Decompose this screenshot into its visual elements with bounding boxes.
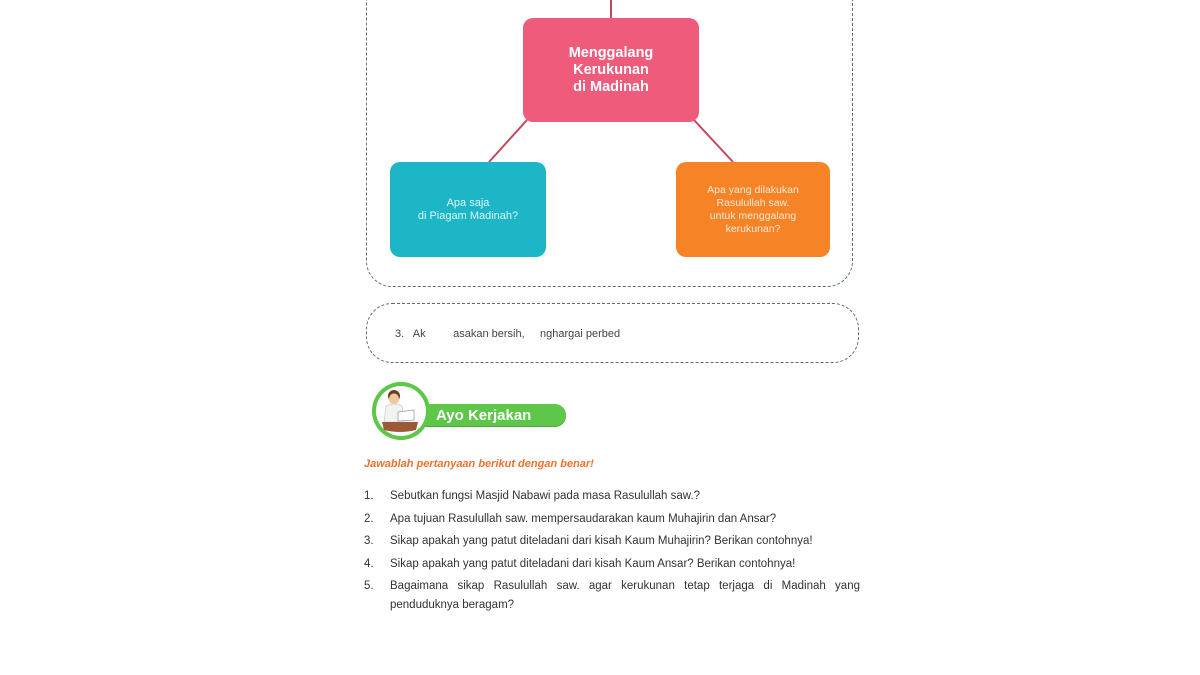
question-list	[364, 487, 860, 618]
question-text: Apa tujuan Rasulullah saw. mempersaudarakan kaum Muhajirin dan Ansar?	[390, 512, 777, 525]
question-item	[364, 487, 860, 506]
question-item	[364, 577, 860, 614]
note-number: 3.	[395, 328, 405, 340]
question-item	[364, 555, 860, 574]
note-text-a: Ak	[412, 328, 426, 340]
mindmap-left-node: Apa saja di Piagam Madinah?	[390, 162, 546, 257]
mindmap-center-node: Menggalang Kerukunan di Madinah	[523, 18, 699, 122]
question-text: Sikap apakah yang patut diteladani dari kisah Kaum Muhajirin? Berikan contohnya!	[390, 535, 813, 547]
question-number: 4.	[364, 557, 374, 570]
question-number: 2.	[364, 512, 374, 525]
instruction-text: Jawablah pertanyaan berikut dengan benar!	[364, 458, 594, 470]
question-number: 1.	[364, 490, 374, 502]
question-item	[364, 532, 860, 551]
mindmap-right-node: Apa yang dilakukan Rasulullah saw. untuk menggalang kerukunan?	[676, 162, 830, 257]
activity-label: Ayo Kerjakan	[436, 407, 532, 424]
connector-right	[694, 120, 733, 162]
question-text: Sikap apakah yang patut diteladani dari kisah Kaum Ansar? Berikan contohnya!	[390, 557, 796, 570]
question-number: 3.	[364, 535, 374, 547]
note-text-b: asakan bersih,	[453, 328, 525, 340]
question-number: 5.	[364, 580, 374, 592]
student-reading-illustration	[372, 382, 430, 440]
activity-banner	[372, 382, 572, 442]
question-text: Sebutkan fungsi Masjid Nabawi pada masa Rasulullah saw.?	[390, 490, 701, 502]
question-text: Bagaimana sikap Rasulullah saw. agar kerukunan tetap terjaga di Madinah yang penduduknya beragam?	[390, 580, 860, 611]
note-text-c: nghargai perbed	[539, 328, 621, 340]
question-item	[364, 510, 860, 529]
connector-left	[489, 120, 527, 162]
note-line	[395, 328, 620, 340]
